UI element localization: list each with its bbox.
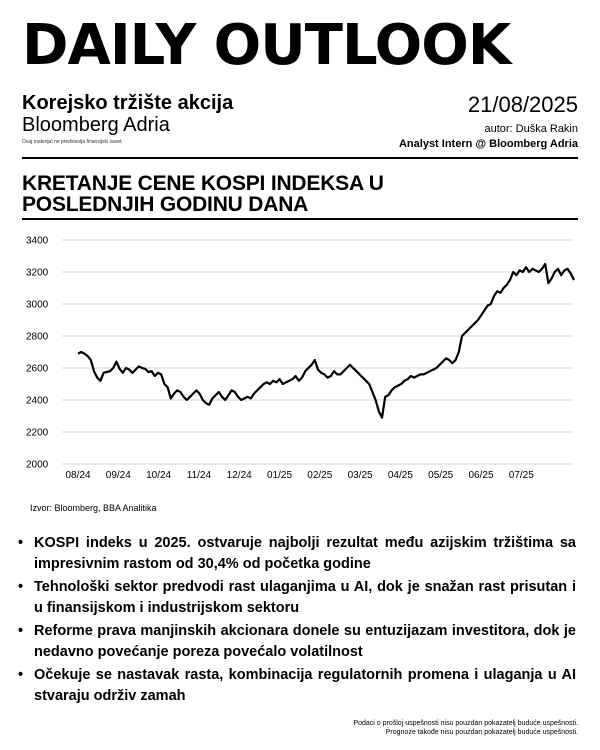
- header-divider: [22, 157, 578, 159]
- y-tick-label: 2200: [26, 427, 49, 439]
- key-point: • Tehnološki sektor predvodi rast ulaganjima u AI, dok je snažan rast prisutan i u finansijskom i industrijskom sektoru: [18, 577, 576, 619]
- x-tick-label: 02/25: [307, 470, 333, 481]
- x-tick-label: 07/25: [508, 470, 534, 481]
- x-tick-label: 10/24: [146, 470, 172, 481]
- author-line: autor: Duška Rakin: [484, 123, 578, 135]
- source-note: Izvor: Bloomberg, BBA Analitika: [30, 503, 157, 513]
- masthead-title: DAILY OUTLOOK: [22, 13, 511, 78]
- author-role: Analyst Intern @ Bloomberg Adria: [398, 138, 578, 150]
- kospi-line-chart: [0, 228, 600, 498]
- key-point: • KOSPI indeks u 2025. ostvaruje najbolji rezultat među azijskim tržištima sa impresivnim rastom od 30,4% od početka godine: [18, 533, 576, 575]
- x-tick-label: 01/25: [266, 470, 293, 481]
- report-date: 21/08/2025: [467, 92, 578, 117]
- y-tick-label: 2400: [26, 395, 49, 407]
- footnote-line: Podaci o prošloj uspešnosti nisu pouzdan pokazatelj buduće uspešnosti.: [353, 720, 578, 727]
- y-tick-label: 2800: [26, 331, 49, 343]
- chart-title: KRETANJE CENE KOSPI INDEKSA U POSLEDNJIH GODINU DANA: [22, 172, 384, 216]
- x-tick-label: 04/25: [387, 470, 413, 481]
- footnote: [353, 719, 578, 737]
- chart-title-divider: [22, 218, 578, 220]
- series-line: [78, 264, 574, 418]
- y-tick-label: 2600: [26, 363, 49, 375]
- x-tick-label: 11/24: [186, 470, 212, 481]
- x-axis-ticks: [65, 470, 534, 481]
- y-tick-label: 3000: [26, 299, 49, 311]
- report-subtitle: Korejsko tržište akcija: [22, 92, 234, 114]
- gridlines: [62, 240, 574, 464]
- y-tick-label: 3200: [26, 267, 49, 279]
- x-tick-label: 08/24: [65, 470, 91, 481]
- y-tick-label: 2000: [26, 459, 49, 471]
- disclaimer-note: Ovaj materijal ne predstavlja finansijski savet.: [22, 139, 123, 145]
- x-tick-label: 09/24: [105, 470, 131, 481]
- x-tick-label: 05/25: [428, 470, 454, 481]
- y-axis-ticks: [26, 236, 49, 471]
- x-tick-label: 06/25: [468, 470, 494, 481]
- x-tick-label: 03/25: [347, 470, 373, 481]
- footnote-line: Prognoze takođe nisu pouzdan pokazatelj buduće uspešnosti.: [385, 729, 578, 736]
- publisher-name: Bloomberg Adria: [22, 114, 170, 136]
- x-tick-label: 12/24: [226, 470, 252, 481]
- key-point: • Reforme prava manjinskih akcionara donele su entuzijazam investitora, dok je nedavno povećanje poreza povećalo volatilnost: [18, 621, 576, 663]
- key-point: • Očekuje se nastavak rasta, kombinacija regulatornih promena i ulaganja u AI stvaraju održiv zamah: [18, 665, 576, 707]
- key-points-list: [18, 533, 576, 709]
- y-tick-label: 3400: [26, 235, 49, 247]
